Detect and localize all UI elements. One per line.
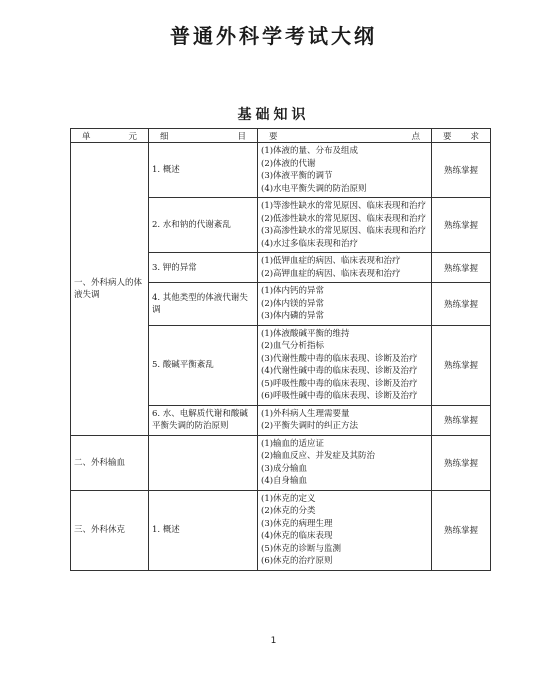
- key-points-cell: [258, 198, 432, 253]
- key-point: (2)休克的分类: [261, 506, 316, 516]
- key-point: (3)成分输血: [261, 463, 308, 474]
- key-point: (3)代谢性酸中毒的临床表现、诊断及治疗: [261, 353, 418, 364]
- key-point: (1)体液酸碱平衡的维持: [261, 328, 350, 339]
- key-point: (2)低渗性缺水的常见原因、临床表现和治疗: [261, 213, 427, 224]
- key-point: (4)水过多临床表现和治疗: [261, 238, 359, 249]
- requirement-cell: [432, 198, 491, 253]
- header-sub-text: 细 目: [160, 131, 246, 142]
- section-title: 基础知识: [237, 107, 310, 123]
- key-points-cell: [258, 405, 432, 435]
- key-points-cell: [258, 253, 432, 283]
- unit-cell: [71, 490, 149, 570]
- key-point: (5)休克的诊断与监测: [261, 543, 342, 554]
- header-points: [258, 129, 432, 143]
- key-points-cell: [258, 143, 432, 198]
- sub-item-cell: [149, 198, 258, 253]
- key-points-cell: [258, 283, 432, 326]
- syllabus-table: [70, 128, 491, 571]
- header-req: [432, 129, 491, 143]
- table-row: [71, 143, 491, 198]
- page-number: 1: [270, 636, 277, 646]
- sub-item-name: 1. 概述: [152, 525, 180, 535]
- unit-name: 二、外科输血: [74, 457, 126, 468]
- sub-item-name: 5. 酸碱平衡紊乱: [152, 360, 214, 370]
- key-point: (1)低钾血症的病因、临床表现和治疗: [261, 256, 401, 266]
- requirement-cell: [432, 283, 491, 326]
- requirement-text: 熟练掌握: [443, 526, 478, 536]
- table-row: [71, 490, 491, 570]
- sub-item-cell: [149, 143, 258, 198]
- requirement-text: 熟练掌握: [443, 263, 478, 274]
- key-point: (3)体内磷的异常: [261, 311, 325, 321]
- header-req-text: 要 求: [443, 131, 479, 142]
- key-point: (1)外科病人生理需要量: [261, 408, 350, 419]
- key-points-cell: [258, 490, 432, 570]
- key-point: (2)高钾血症的病因、临床表现和治疗: [261, 268, 401, 279]
- requirement-text: 熟练掌握: [443, 299, 478, 310]
- key-point: (4)水电平衡失调的防治原则: [261, 183, 367, 194]
- key-point: (1)体内钙的异常: [261, 286, 325, 296]
- requirement-cell: [432, 435, 491, 490]
- requirement-text: 熟练掌握: [443, 221, 478, 231]
- key-point: (4)自身输血: [261, 476, 308, 486]
- sub-item-name: 4. 其他类型的体液代谢失调: [152, 292, 248, 315]
- requirement-cell: [432, 325, 491, 405]
- key-point: (1)输血的适应证: [261, 438, 325, 449]
- table-header-row: [71, 129, 491, 143]
- header-points-text: 要 点: [269, 131, 420, 142]
- requirement-text: 熟练掌握: [443, 166, 478, 176]
- key-point: (4)代谢性碱中毒的临床表现、诊断及治疗: [261, 366, 418, 376]
- key-points-cell: [258, 435, 432, 490]
- table-row: [71, 435, 491, 490]
- key-point: (4)休克的临床表现: [261, 531, 333, 541]
- sub-item-name: 2. 水和钠的代谢紊乱: [152, 220, 231, 230]
- key-points-cell: [258, 325, 432, 405]
- key-point: (6)休克的治疗原则: [261, 556, 333, 566]
- sub-item-cell: [149, 253, 258, 283]
- key-point: (1)休克的定义: [261, 493, 316, 504]
- key-point: (2)血气分析指标: [261, 341, 325, 351]
- key-point: (2)输血反应、并发症及其防治: [261, 451, 376, 461]
- requirement-text: 熟练掌握: [443, 416, 478, 426]
- sub-item-name: 6. 水、电解质代谢和酸碱平衡失调的防治原则: [152, 409, 248, 431]
- sub-item-cell: [149, 490, 258, 570]
- sub-item-name: 1. 概述: [152, 165, 180, 175]
- requirement-cell: [432, 253, 491, 283]
- requirement-text: 熟练掌握: [443, 361, 478, 371]
- key-point: (3)休克的病理生理: [261, 518, 333, 529]
- unit-cell: [71, 435, 149, 490]
- unit-cell: [71, 143, 149, 436]
- header-unit-text: 单 元: [82, 131, 137, 142]
- key-point: (1)等渗性缺水的常见原因、临床表现和治疗: [261, 201, 427, 211]
- unit-name: 三、外科休克: [74, 525, 126, 535]
- sub-item-cell: [149, 435, 258, 490]
- sub-item-cell: [149, 405, 258, 435]
- sub-item-cell: [149, 325, 258, 405]
- requirement-cell: [432, 143, 491, 198]
- table-body: [71, 143, 491, 571]
- key-point: (3)高渗性缺水的常见原因、临床表现和治疗: [261, 226, 427, 236]
- requirement-cell: [432, 490, 491, 570]
- header-unit: [71, 129, 149, 143]
- key-point: (2)体内镁的异常: [261, 298, 325, 309]
- header-sub: [149, 129, 258, 143]
- unit-name: 一、外科病人的体液失调: [74, 277, 143, 300]
- sub-item-cell: [149, 283, 258, 326]
- key-point: (6)呼吸性碱中毒的临床表现、诊断及治疗: [261, 391, 418, 401]
- requirement-text: 熟练掌握: [443, 458, 478, 469]
- key-point: (3)体液平衡的调节: [261, 171, 333, 181]
- requirement-cell: [432, 405, 491, 435]
- key-point: (1)体液的量、分布及组成: [261, 146, 359, 156]
- document-title: 普通外科学考试大纲: [170, 24, 377, 48]
- key-point: (2)平衡失调时的纠正方法: [261, 421, 359, 431]
- key-point: (5)呼吸性酸中毒的临床表现、诊断及治疗: [261, 378, 418, 389]
- sub-item-name: 3. 钾的异常: [152, 262, 197, 273]
- key-point: (2)体液的代谢: [261, 158, 316, 169]
